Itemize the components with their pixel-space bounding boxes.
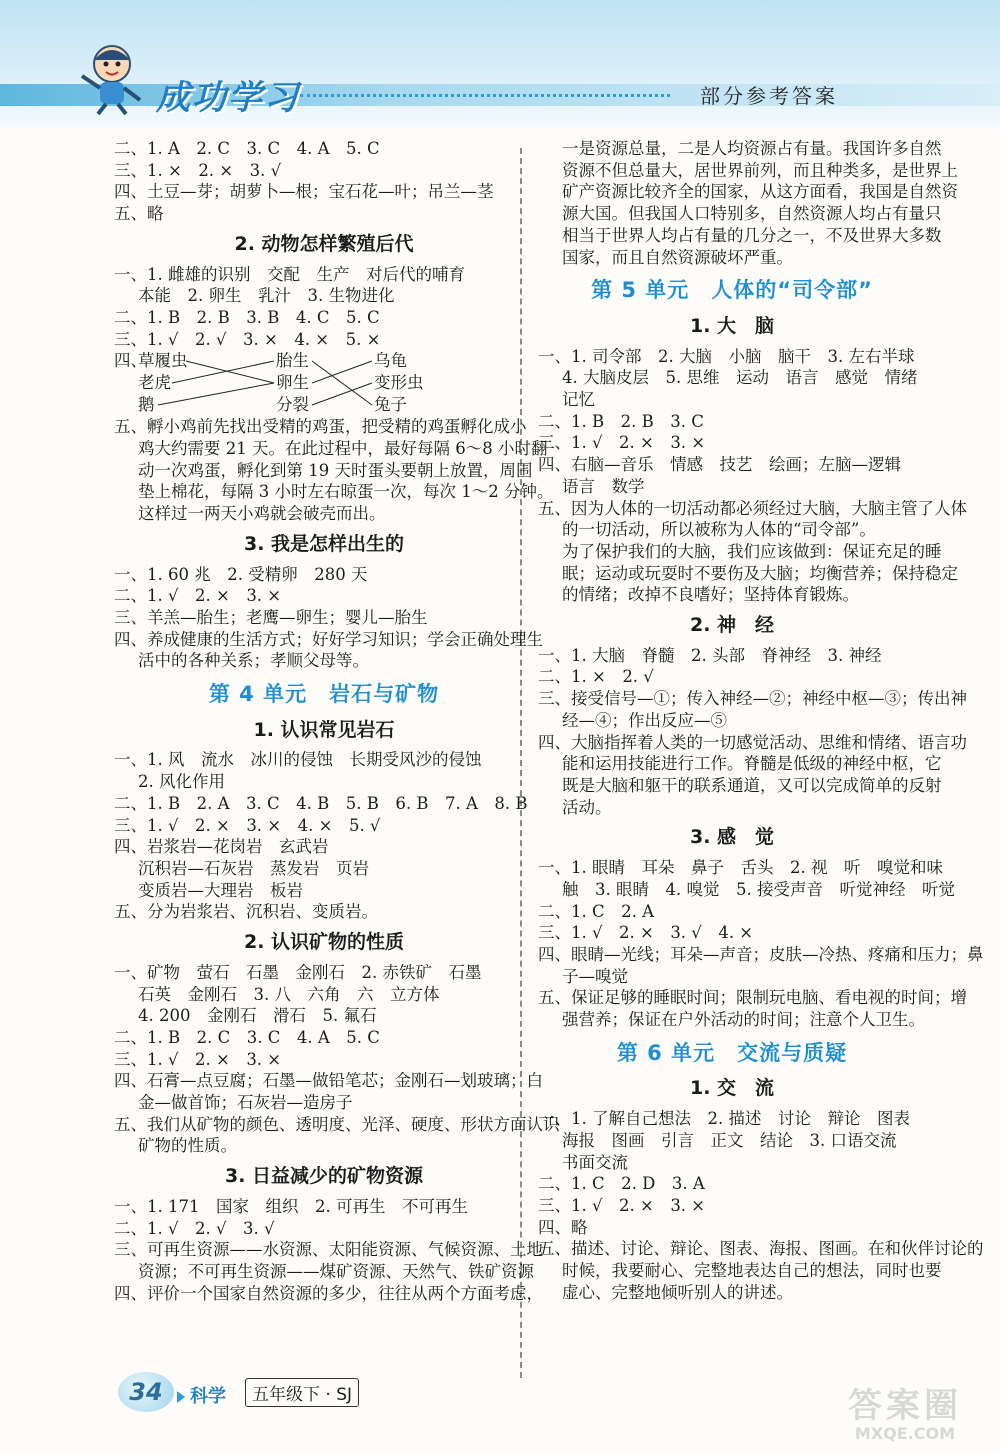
answer-line: 四、眼睛—光线；耳朵—声音；皮肤—冷热、疼痛和压力；鼻 — [538, 944, 984, 964]
answer-line: 二、1. B 2. B 3. B 4. C 5. C — [114, 307, 380, 327]
answer-line: 二、1. A 2. C 3. C 4. A 5. C — [114, 139, 380, 158]
answer-line: 三、羊羔—胎生；老鹰—卵生；婴儿—胎生 — [114, 607, 428, 627]
left-column — [114, 138, 560, 1304]
answer-line: 触 3. 眼睛 4. 嗅觉 5. 接受声音 听觉神经 听觉 — [562, 879, 955, 899]
grade-label: 五年级下 · SJ — [245, 1378, 359, 1407]
answer-line: 矿物的性质。 — [138, 1136, 237, 1156]
answer-line: 矿产资源比较齐全的国家，从这方面看，我国是自然资 — [562, 182, 958, 202]
answer-line: 虚心、完整地倾听别人的讲述。 — [562, 1282, 793, 1302]
match-label: 四、 — [114, 351, 147, 371]
answer-line: 动一次鸡蛋，孵化到第 19 天时蛋头要朝上放置，周围 — [138, 460, 533, 480]
answer-line: 源大国。但我国人口特别多，自然资源人均占有量只 — [562, 204, 942, 224]
unit-heading: 第 5 单元 人体的“司令部” — [591, 278, 873, 303]
answer-line: 经—④；作出反应—⑤ — [562, 710, 727, 730]
answer-line: 一、矿物 萤石 石墨 金刚石 2. 赤铁矿 石墨 — [114, 962, 482, 982]
answer-line: 一、1. 60 兆 2. 受精卵 280 天 — [114, 564, 368, 584]
answer-line: 4. 大脑皮层 5. 思维 运动 语言 感觉 情绪 — [562, 368, 918, 388]
answer-line: 活动。 — [562, 797, 612, 817]
answer-line: 石英 金刚石 3. 八 六角 六 立方体 — [138, 984, 440, 1004]
answer-line: 二、1. √ 2. √ 3. √ — [114, 1218, 275, 1238]
watermark — [820, 1388, 990, 1446]
answer-line: 强营养；保证在户外活动的时间；注意个人卫生。 — [562, 1010, 925, 1030]
answer-line: 时候，我要耐心、完整地表达自己的想法，同时也要 — [562, 1261, 942, 1281]
answer-line: 三、1. √ 2. × 3. √ 4. × — [538, 923, 754, 943]
mascot-boy-icon — [76, 38, 148, 116]
answer-line: 一、1. 眼睛 耳朵 鼻子 舌头 2. 视 听 嗅觉和味 — [538, 858, 943, 878]
answer-line: 五、略 — [114, 204, 164, 224]
answer-line: 海报 图画 引言 正文 结论 3. 口语交流 — [562, 1130, 897, 1150]
answer-line: 二、1. B 2. C 3. C 4. A 5. C — [114, 1027, 380, 1047]
watermark-url: MXQE.COM — [854, 1424, 956, 1443]
answer-line: 五、因为人体的一切活动都必须经过大脑，大脑主管了人体 — [538, 498, 967, 518]
answer-line: 一、1. 171 国家 组织 2. 可再生 不可再生 — [114, 1196, 468, 1216]
answer-line: 四、右脑—音乐 情感 技艺 绘画；左脑—逻辑 — [538, 455, 901, 475]
answer-line: 为了保护我们的大脑，我们应该做到：保证充足的睡 — [562, 541, 942, 561]
answer-line: 书面交流 — [562, 1152, 628, 1172]
answer-line: 眠；运动或玩耍时不要伤及大脑；均衡营养；保持稳定 — [562, 563, 958, 583]
answer-line: 三、1. × 2. × 3. √ — [114, 160, 282, 180]
right-column — [538, 138, 984, 1303]
answer-line: 子—嗅觉 — [562, 966, 628, 986]
answer-line: 二、1. √ 2. × 3. × — [114, 586, 282, 606]
answer-line: 三、1. √ 2. × 3. × — [538, 433, 706, 453]
subject-label: 科学 — [190, 1386, 226, 1407]
answer-line: 资源；不可再生资源——煤矿资源、天然气、铁矿资源 — [138, 1261, 534, 1281]
answer-line: 一、1. 雌雄的识别 交配 生产 对后代的哺育 — [114, 264, 465, 284]
page-number: 34 — [118, 1372, 174, 1412]
answer-line: 二、1. C 2. A — [538, 901, 655, 921]
section-title: 2. 动物怎样繁殖后代 — [234, 232, 414, 255]
answer-line: 四、养成健康的生活方式；好好学习知识；学会正确处理生 — [114, 629, 543, 649]
answer-line: 四、石膏—点豆腐；石墨—做铅笔芯；金刚石—划玻璃；白 — [114, 1071, 543, 1091]
match-left-item: 草履虫 — [138, 351, 188, 371]
answer-line: 二、1. B 2. A 3. C 4. B 5. B 6. B 7. A 8. B — [114, 793, 528, 813]
answer-line: 2. 风化作用 — [138, 772, 225, 792]
answer-line: 资源不但总量大，居世界前列，而且种类多，是世界上 — [562, 160, 958, 180]
match-right-item: 变形虫 — [374, 373, 424, 393]
answer-line: 三、1. √ 2. × 3. × — [114, 1049, 282, 1069]
page-header — [0, 0, 1000, 128]
answer-line: 能和运用技能进行工作。脊髓是低级的神经中枢，它 — [562, 754, 942, 774]
play-arrow-icon — [177, 1391, 185, 1403]
match-mid-item: 卵生 — [276, 373, 309, 393]
section-title: 2. 神 经 — [689, 614, 775, 637]
section-title: 3. 我是怎样出生的 — [243, 532, 405, 555]
match-mid-item: 胎生 — [276, 351, 309, 371]
answer-line: 五、描述、讨论、辩论、图表、海报、图画。在和伙伴讨论的 — [538, 1239, 984, 1259]
match-left-item: 鹅 — [138, 395, 155, 415]
watermark-logo: 答案圈 — [848, 1386, 962, 1426]
section-title: 1. 大 脑 — [689, 314, 775, 337]
answer-line: 二、1. × 2. √ — [538, 667, 654, 687]
section-title: 1. 交 流 — [689, 1077, 775, 1100]
answer-line: 这样过一两天小鸡就会破壳而出。 — [138, 504, 386, 524]
answer-line: 一、1. 了解自己想法 2. 描述 讨论 辩论 图表 — [538, 1109, 910, 1129]
brand-title: 成功学习 — [156, 78, 300, 118]
answer-line: 鸡大约需要 21 天。在此过程中，最好每隔 6～8 小时翻 — [138, 439, 548, 459]
answer-line: 三、1. √ 2. √ 3. × 4. × 5. × — [114, 329, 381, 349]
answer-line: 四、评价一个国家自然资源的多少，往往从两个方面考虑， — [114, 1283, 543, 1303]
answer-line: 的一切活动，所以被称为人体的“司令部”。 — [562, 520, 876, 540]
answer-line: 语言 数学 — [562, 476, 645, 496]
header-dotted-rule — [300, 94, 670, 97]
answer-line: 三、可再生资源——水资源、太阳能资源、气候资源、土地 — [114, 1240, 543, 1260]
matching-diagram — [114, 350, 534, 416]
answer-line: 三、接受信号—①；传入神经—②；神经中枢—③；传出神 — [538, 689, 967, 709]
match-left-item: 老虎 — [138, 373, 171, 393]
section-title: 3. 日益减少的矿物资源 — [224, 1165, 424, 1188]
answer-line: 既是大脑和躯干的联系通道，又可以完成简单的反射 — [562, 775, 942, 795]
unit-heading: 第 4 单元 岩石与矿物 — [208, 682, 440, 707]
section-title: 2. 认识矿物的性质 — [243, 931, 405, 954]
answer-line: 四、岩浆岩—花岗岩 玄武岩 — [114, 837, 329, 857]
answer-line: 一是资源总量，二是人均资源占有量。我国许多自然 — [562, 139, 942, 158]
answer-line: 金—做首饰；石灰岩—造房子 — [138, 1093, 353, 1113]
answer-line: 变质岩—大理岩 板岩 — [138, 880, 303, 900]
answer-line: 活中的各种关系；孝顺父母等。 — [138, 651, 369, 671]
answer-line: 五、保证足够的睡眠时间；限制玩电脑、看电视的时间；增 — [538, 988, 967, 1008]
unit-heading: 第 6 单元 交流与质疑 — [616, 1040, 848, 1065]
answer-line: 二、1. C 2. D 3. A — [538, 1174, 705, 1194]
answer-line: 一、1. 大脑 脊髓 2. 头部 脊神经 3. 神经 — [538, 645, 882, 665]
answer-line: 国家，而且自然资源破坏严重。 — [562, 247, 793, 267]
answer-line: 记忆 — [562, 390, 595, 410]
answer-line: 四、略 — [538, 1217, 588, 1237]
answer-line: 三、1. √ 2. × 3. × 4. × 5. √ — [114, 815, 381, 835]
section-title: 1. 认识常见岩石 — [253, 718, 395, 741]
answer-line: 五、分为岩浆岩、沉积岩、变质岩。 — [114, 902, 378, 922]
answer-line: 沉积岩—石灰岩 蒸发岩 页岩 — [138, 858, 369, 878]
answer-line: 一、1. 司令部 2. 大脑 小脑 脑干 3. 左右半球 — [538, 346, 915, 366]
answer-line: 一、1. 风 流水 冰川的侵蚀 长期受风沙的侵蚀 — [114, 750, 482, 770]
answer-line: 4. 200 金刚石 滑石 5. 氟石 — [138, 1006, 377, 1026]
answer-line: 相当于世界人均占有量的几分之一，不及世界大多数 — [562, 225, 942, 245]
answer-line: 的情绪；改掉不良嗜好；坚持体育锻炼。 — [562, 585, 859, 605]
answer-line: 四、大脑指挥着人类的一切感觉活动、思维和情绪、语言功 — [538, 732, 967, 752]
answers-heading: 部分参考答案 — [700, 84, 838, 108]
match-right-item: 乌龟 — [374, 351, 407, 371]
match-mid-item: 分裂 — [276, 395, 309, 415]
answer-line: 五、孵小鸡前先找出受精的鸡蛋，把受精的鸡蛋孵化成小 — [114, 417, 527, 437]
answer-line: 三、1. √ 2. × 3. × — [538, 1195, 706, 1215]
match-right-item: 兔子 — [374, 395, 407, 415]
answer-line: 本能 2. 卵生 乳汁 3. 生物进化 — [138, 286, 395, 306]
section-title: 3. 感 觉 — [689, 826, 775, 849]
answer-line: 五、我们从矿物的颜色、透明度、光泽、硬度、形状方面认识 — [114, 1114, 560, 1134]
answer-line: 四、土豆—芽；胡萝卜—根；宝石花—叶；吊兰—茎 — [114, 182, 494, 202]
answer-line: 垫上棉花，每隔 3 小时左右晾蛋一次，每次 1～2 分钟。 — [138, 482, 554, 502]
answer-line: 二、1. B 2. B 3. C — [538, 411, 704, 431]
